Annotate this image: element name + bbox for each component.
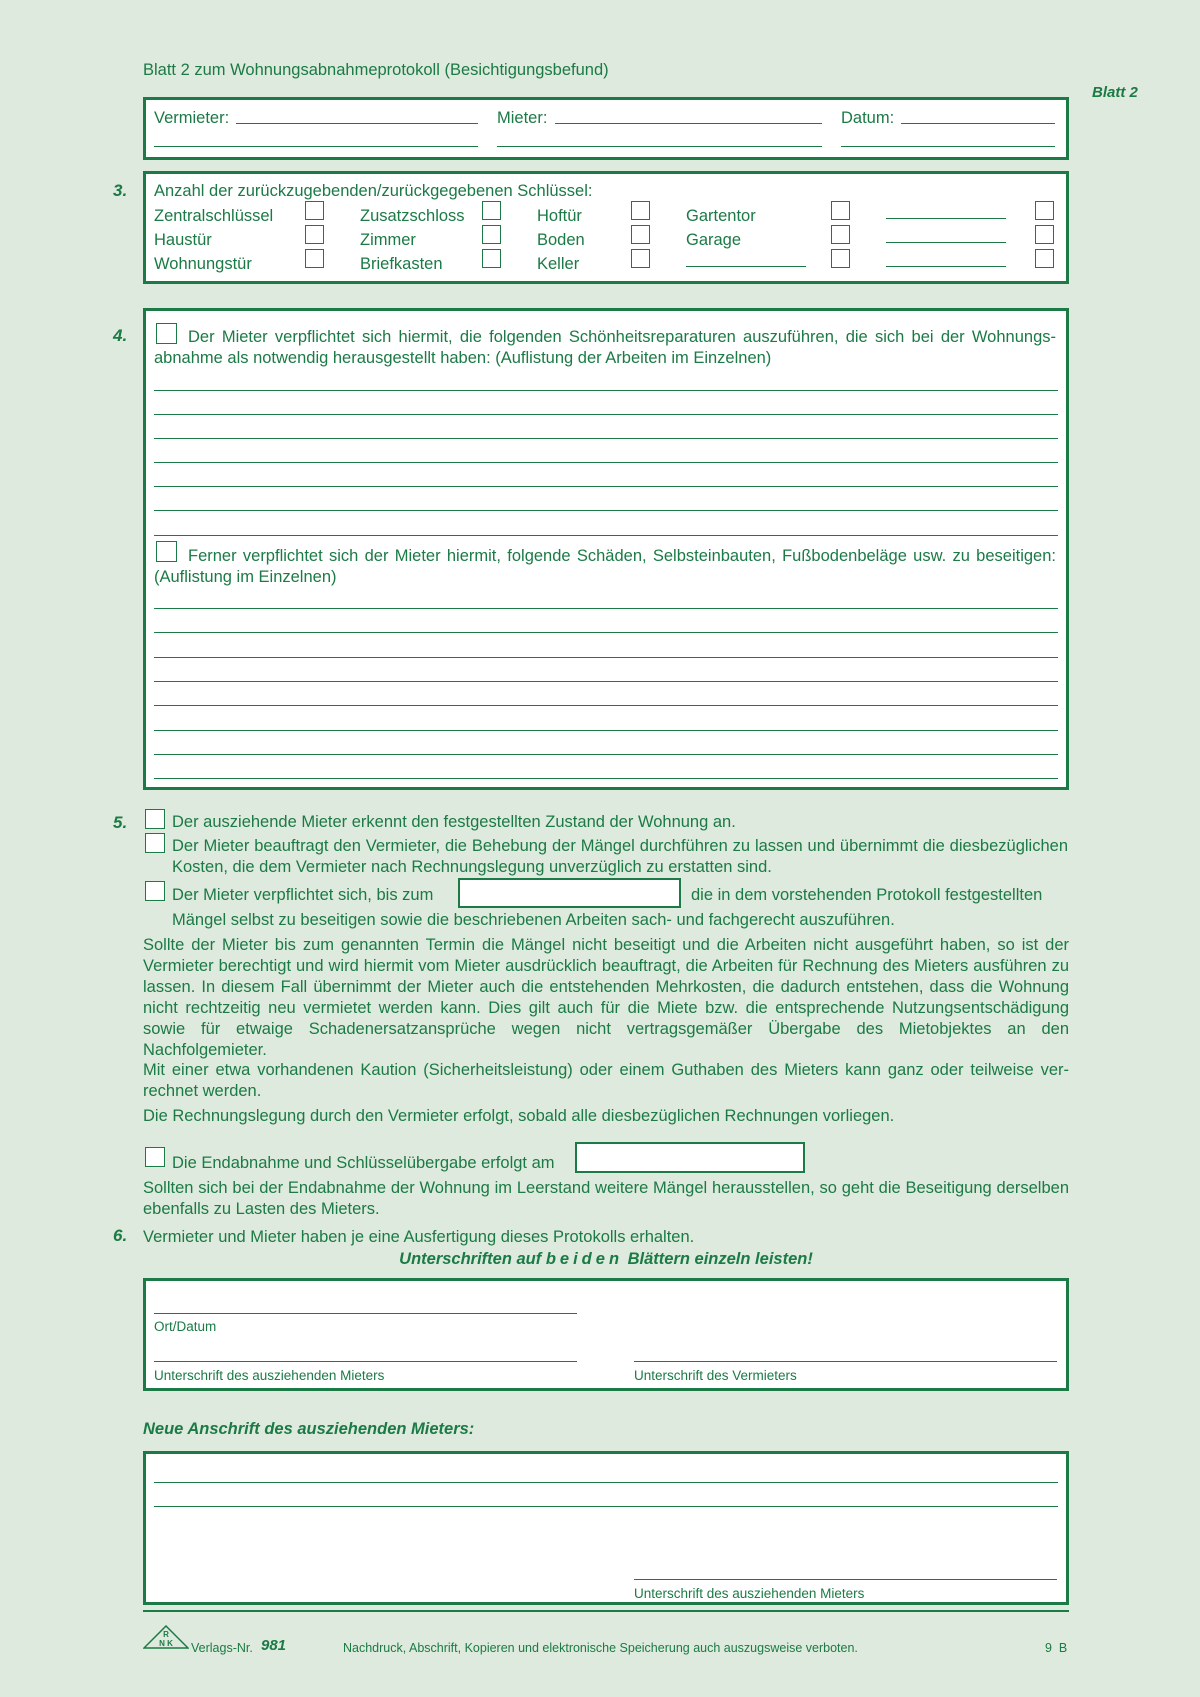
- damages-line[interactable]: [154, 705, 1058, 706]
- new-address-line[interactable]: [154, 1482, 1058, 1483]
- custom-key-field[interactable]: [886, 218, 1006, 219]
- new-address-signature-label: Unterschrift des ausziehenden Mieters: [634, 1586, 865, 1601]
- custom-key-field[interactable]: [686, 266, 806, 267]
- tenant-field-line2[interactable]: [497, 146, 822, 147]
- damages-line[interactable]: [154, 730, 1058, 731]
- key-label: Zimmer: [360, 231, 416, 249]
- landlord-repairs-text: Der Mieter beauftragt den Vermieter, die Behebung der Mängel durchführen zu lassen und übernimmt die diesbezüglichen Kosten, die dem Vermieter nach Rechnungslegung unverzüglich zu erstatten sind.: [172, 837, 1068, 876]
- key-label: Boden: [537, 231, 585, 249]
- date-field[interactable]: [901, 123, 1055, 124]
- vacancy-clause: Sollten sich bei der Endabnahme der Wohnung im Leerstand weitere Mängel herausstellen, so geht die Beseitigung derselben ebenfalls zu Lasten des Mieters.: [143, 1179, 1069, 1218]
- rnk-logo: [143, 1625, 189, 1649]
- section-5-number: 5.: [113, 813, 128, 832]
- key-checkbox[interactable]: [1035, 201, 1054, 220]
- new-address-signature-field[interactable]: [634, 1579, 1057, 1580]
- form-code: 9 B: [1045, 1641, 1068, 1655]
- tenant-signature-label: Unterschrift des ausziehenden Mieters: [154, 1368, 385, 1383]
- date-label: Datum:: [841, 109, 895, 127]
- key-checkbox[interactable]: [831, 201, 850, 220]
- place-date-label: Ort/Datum: [154, 1319, 217, 1334]
- landlord-repairs-checkbox[interactable]: [145, 833, 165, 853]
- date-field-line2[interactable]: [841, 146, 1055, 147]
- key-label: Briefkasten: [360, 255, 443, 273]
- accept-checkbox[interactable]: [145, 809, 165, 829]
- damages-line[interactable]: [154, 681, 1058, 682]
- signature-note: [0, 1250, 1200, 1269]
- signature-note-emphasis: beiden: [545, 1250, 624, 1268]
- parties-box: [143, 97, 1069, 160]
- section-3-number: 3.: [113, 181, 128, 200]
- final-handover-checkbox[interactable]: [145, 1147, 165, 1167]
- key-checkbox[interactable]: [305, 249, 324, 268]
- repairs-line[interactable]: [154, 414, 1058, 415]
- deadline-date-field[interactable]: [458, 878, 681, 908]
- damages-line[interactable]: [154, 657, 1058, 658]
- invoice-clause: Die Rechnungslegung durch den Vermieter erfolgt, sobald alle diesbezüglichen Rechnungen vorliegen.: [143, 1107, 895, 1125]
- key-label: Wohnungstür: [154, 255, 252, 273]
- copyright-notice: Nachdruck, Abschrift, Kopieren und elektronische Speicherung auch auszugsweise verboten.: [343, 1641, 858, 1655]
- key-checkbox[interactable]: [305, 201, 324, 220]
- footer-rule: [143, 1610, 1069, 1612]
- key-label: Hoftür: [537, 207, 582, 225]
- key-checkbox[interactable]: [482, 201, 501, 220]
- accept-text: Der ausziehende Mieter erkennt den festgestellten Zustand der Wohnung an.: [172, 813, 736, 831]
- tenant-field[interactable]: [555, 123, 822, 124]
- new-address-box: [143, 1451, 1069, 1605]
- key-label: Garage: [686, 231, 742, 249]
- new-address-heading: Neue Anschrift des ausziehenden Mieters:: [143, 1420, 475, 1438]
- final-handover-date-field[interactable]: [575, 1142, 805, 1173]
- landlord-signature-label: Unterschrift des Vermieters: [634, 1368, 797, 1383]
- tenant-repairs-text: Der Mieter verpflichtet sich, bis zum: [172, 886, 434, 904]
- key-label: Keller: [537, 255, 580, 273]
- key-checkbox[interactable]: [831, 225, 850, 244]
- repairs-text: Der Mieter verpflichtet sich hiermit, die folgenden Schönheitsreparaturen auszuführen, die sich bei der Wohnungsabnahme als notwendig herausgestellt haben: (Auflistung der Arbeiten im Einzelnen): [154, 328, 1056, 367]
- key-checkbox[interactable]: [482, 249, 501, 268]
- damages-line[interactable]: [154, 608, 1058, 609]
- repairs-line[interactable]: [154, 462, 1058, 463]
- landlord-signature-field[interactable]: [634, 1361, 1057, 1362]
- keys-heading: Anzahl der zurückzugebenden/zurückgegebenen Schlüssel:: [154, 182, 593, 200]
- key-checkbox[interactable]: [631, 201, 650, 220]
- section-4-number: 4.: [113, 326, 128, 345]
- default-clause: Sollte der Mieter bis zum genannten Termin die Mängel nicht beseitigt und die Arbeiten nicht ausgeführt haben, so ist der Vermieter berechtigt und wird hiermit vom Mieter ausdrücklich beauftragt, die Arbeiten für Rechnung des Mieters ausführen zu lassen. In diesem Fall übernimmt der Mieter auch die entstehenden Mehrkosten, die dadurch entstehen, dass die Wohnung nicht rechtzeitig neu vermietet werden kann. Dies gilt auch für die Miete bzw. die entsprechende Nutzungsentschädigung sowie für etwaige Schadenersatzansprüche wegen nicht vertragsgemäßer Übergabe des Mietobjektes an den Nachfolgemieter.: [143, 936, 1069, 1059]
- landlord-label: Vermieter:: [154, 109, 230, 127]
- publisher-label: Verlags-Nr.: [191, 1641, 253, 1655]
- place-date-field[interactable]: [154, 1313, 577, 1314]
- rnk-logo-triangle-icon: [143, 1625, 189, 1649]
- copies-text: Vermieter und Mieter haben je eine Ausfertigung dieses Protokolls erhalten.: [143, 1228, 695, 1246]
- damages-text: Ferner verpflichtet sich der Mieter hiermit, folgende Schäden, Selbsteinbauten, Fußbodenbeläge usw. zu beseitigen: (Auflistung im Einzelnen): [154, 547, 1056, 586]
- key-label: Haustür: [154, 231, 212, 249]
- landlord-field[interactable]: [236, 123, 478, 124]
- damages-line[interactable]: [154, 754, 1058, 755]
- key-checkbox[interactable]: [631, 249, 650, 268]
- tenant-repairs-checkbox[interactable]: [145, 881, 165, 901]
- deposit-clause: Mit einer etwa vorhandenen Kaution (Sicherheitsleistung) oder einem Guthaben des Mieters kann ganz oder teilweise verrechnet werden.: [143, 1061, 1069, 1100]
- svg-text:R: R: [163, 1630, 169, 1639]
- key-checkbox[interactable]: [1035, 225, 1054, 244]
- key-label: Zusatzschloss: [360, 207, 465, 225]
- repairs-line[interactable]: [154, 486, 1058, 487]
- tenant-label: Mieter:: [497, 109, 548, 127]
- landlord-field-line2[interactable]: [154, 146, 478, 147]
- new-address-line[interactable]: [154, 1506, 1058, 1507]
- repairs-line[interactable]: [154, 438, 1058, 439]
- tenant-signature-field[interactable]: [154, 1361, 577, 1362]
- tenant-repairs-text-line2: Mängel selbst zu beseitigen sowie die beschriebenen Arbeiten sach- und fachgerecht auszuführen.: [172, 911, 895, 929]
- key-label: Gartentor: [686, 207, 756, 225]
- key-checkbox[interactable]: [831, 249, 850, 268]
- custom-key-field[interactable]: [886, 242, 1006, 243]
- section-6-number: 6.: [113, 1226, 128, 1245]
- key-checkbox[interactable]: [305, 225, 324, 244]
- key-checkbox[interactable]: [1035, 249, 1054, 268]
- final-handover-text: Die Endabnahme und Schlüsselübergabe erfolgt am: [172, 1154, 555, 1172]
- tenant-repairs-text-cont: die in dem vorstehenden Protokoll festgestellten: [691, 886, 1043, 904]
- signature-note-a: Unterschriften auf: [399, 1250, 546, 1268]
- form-title: Blatt 2 zum Wohnungsabnahmeprotokoll (Besichtigungsbefund): [143, 61, 609, 79]
- key-label: Zentralschlüssel: [154, 207, 274, 225]
- signature-note-c: Blättern einzeln leisten!: [623, 1250, 813, 1268]
- damages-line[interactable]: [154, 778, 1058, 779]
- custom-key-field[interactable]: [886, 266, 1006, 267]
- sheet-label: Blatt 2: [1092, 84, 1138, 101]
- svg-text:N K: N K: [159, 1639, 173, 1648]
- repairs-line[interactable]: [154, 510, 1058, 511]
- publisher-number: 981: [261, 1637, 287, 1654]
- key-checkbox[interactable]: [631, 225, 650, 244]
- key-checkbox[interactable]: [482, 225, 501, 244]
- damages-line[interactable]: [154, 632, 1058, 633]
- repairs-line[interactable]: [154, 390, 1058, 391]
- repairs-line[interactable]: [154, 535, 1058, 536]
